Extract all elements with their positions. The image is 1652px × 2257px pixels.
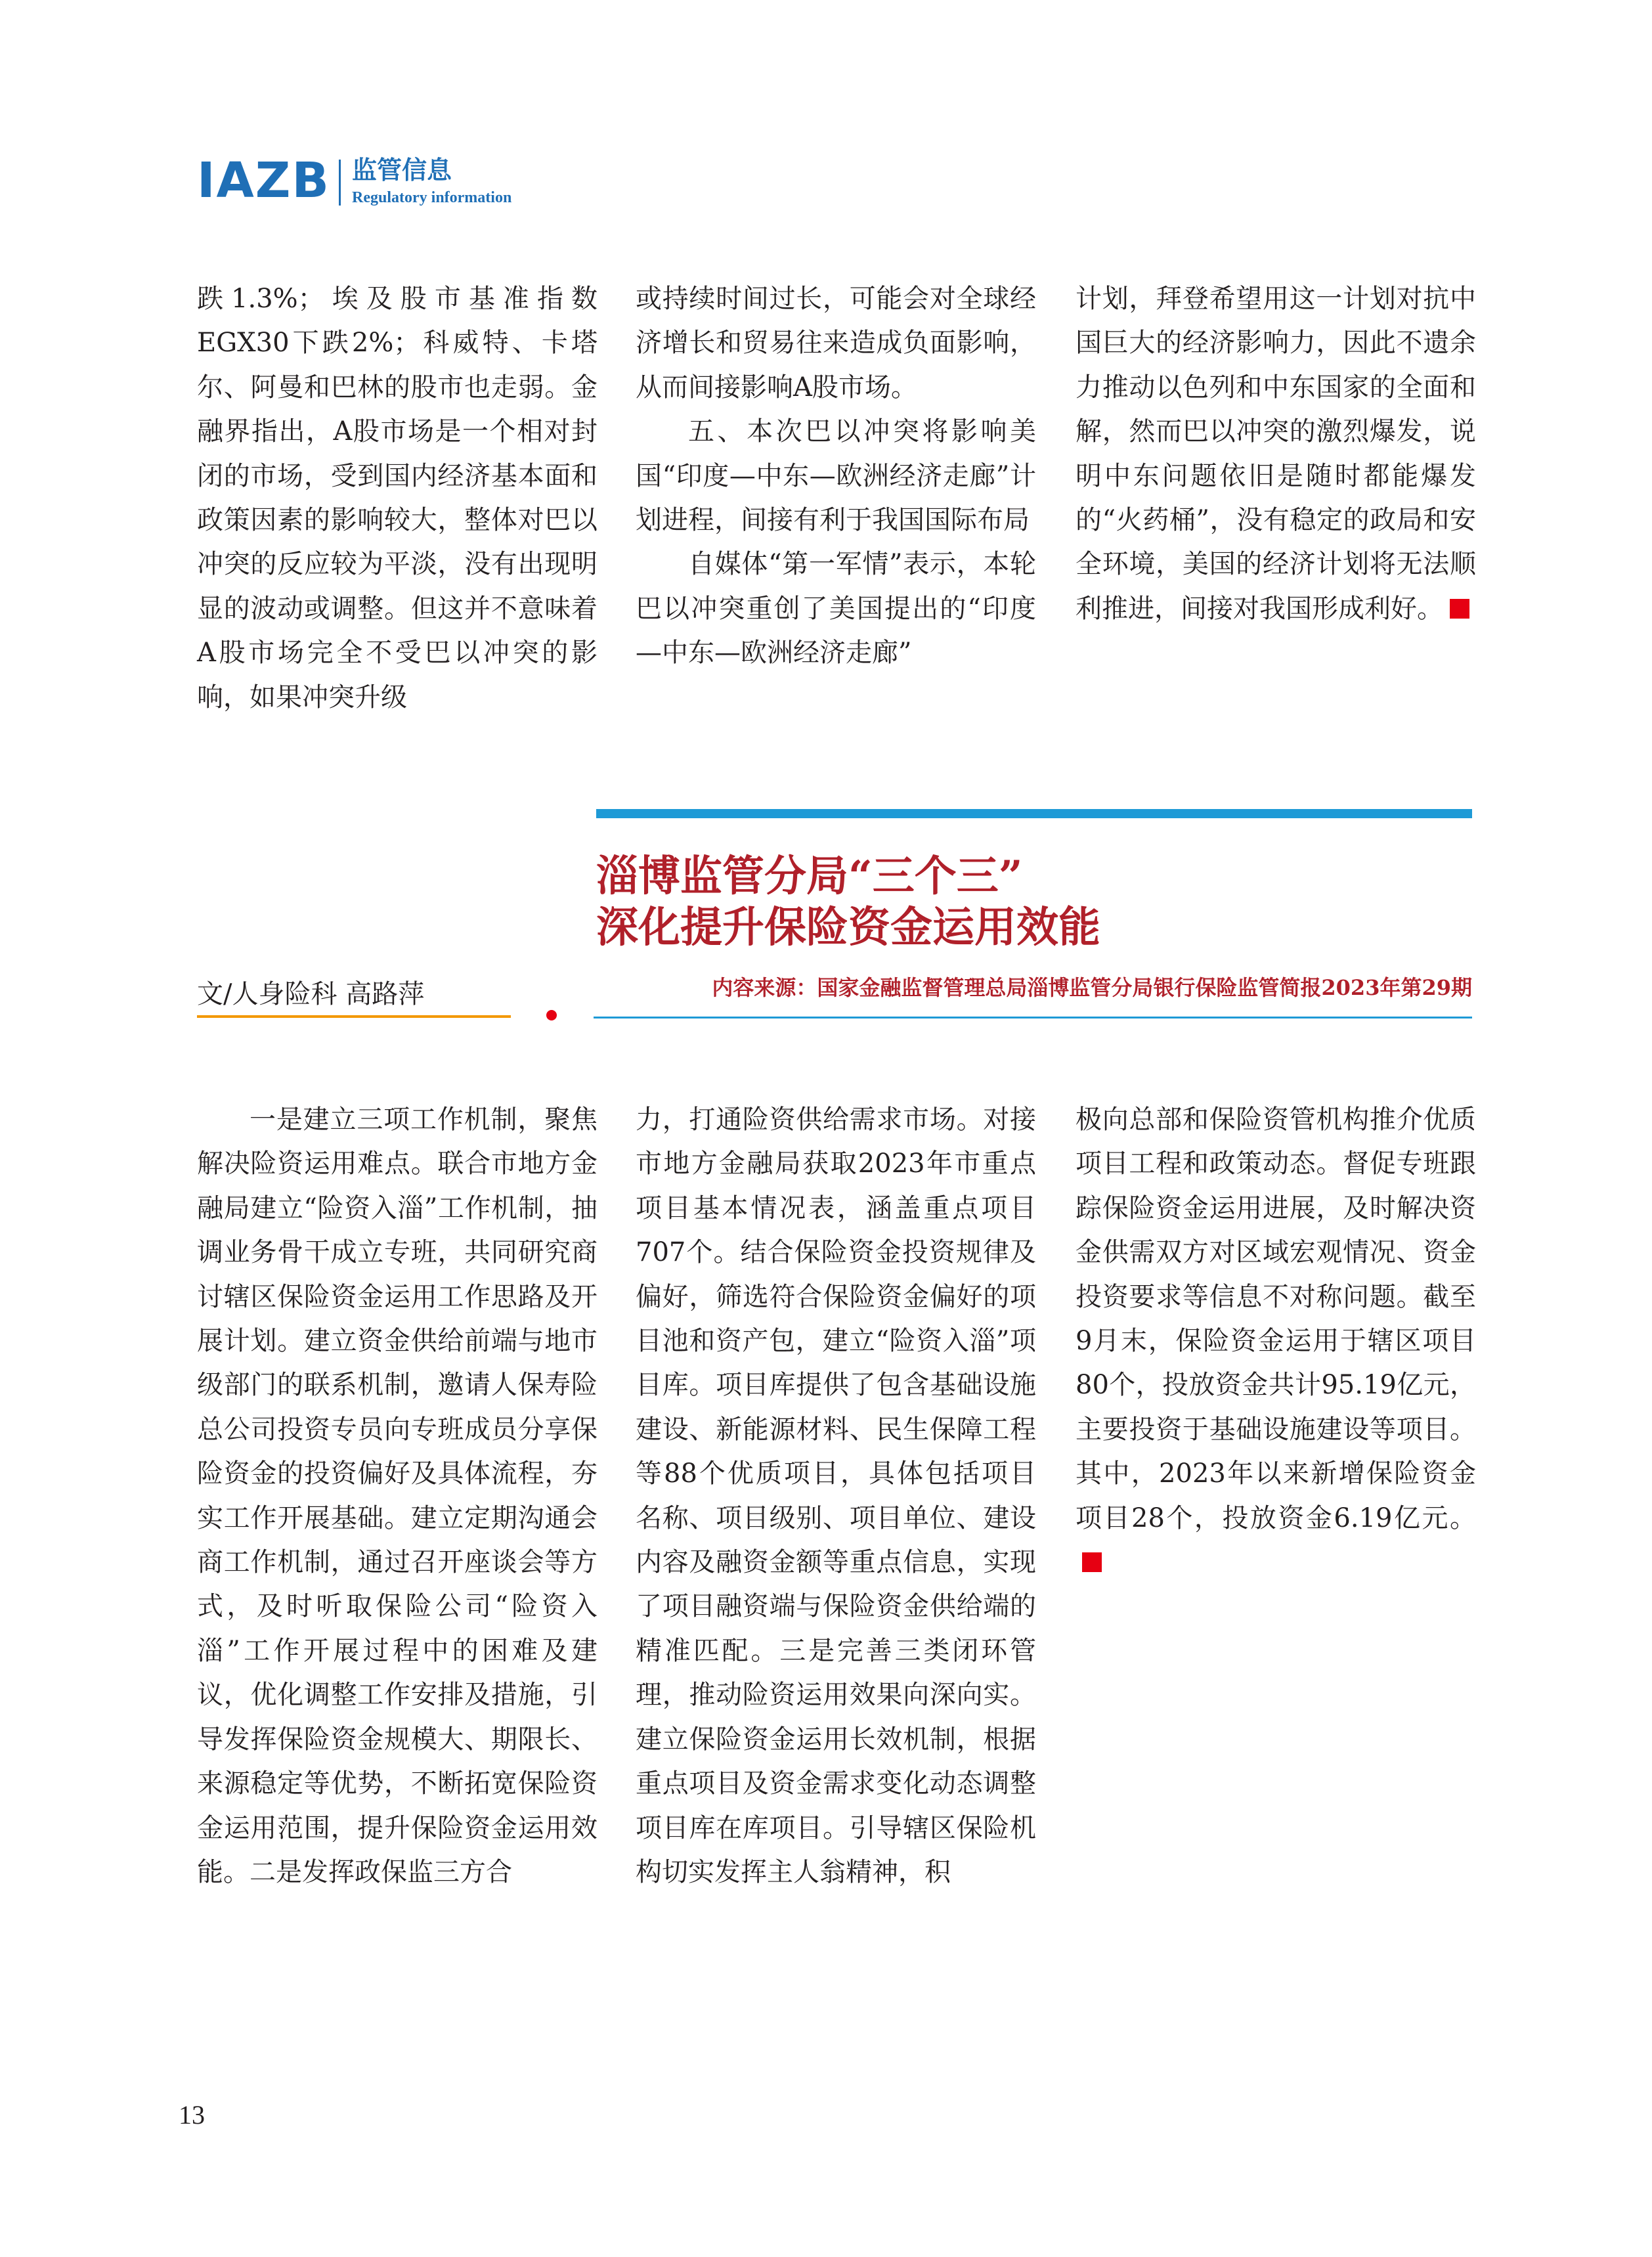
paragraph [1076, 277, 1476, 631]
end-mark-icon [1450, 599, 1469, 619]
article-source: 内容来源：国家金融监督管理总局淄博监管分局银行保险监管简报2023年第29期 [712, 975, 1472, 1000]
section-title-en: Regulatory information [352, 189, 512, 206]
author-underline [197, 1015, 511, 1018]
prev-article-column-2 [636, 277, 1036, 676]
paragraph [1076, 1098, 1476, 1585]
magazine-logo: IAZB [197, 152, 330, 209]
article-column-1 [197, 1098, 598, 1895]
article-title-line-2: 深化提升保险资金运用效能 [596, 903, 1100, 952]
paragraph: 一是建立三项工作机制，聚焦解决险资运用难点。联合市地方金融局建立“险资入淄”工作机制，抽调业务骨干成立专班，共同研究商讨辖区保险资金运用工作思路及开展计划。建立资金供给前端与地市级部门的联系机制，邀请人保寿险总公司投资专员向专班成员分享保险资金的投资偏好及具体流程，夯实工作开展基础。建立定期沟通会商工作机制，通过召开座谈会等方式，及时听取保险公司“险资入淄”工作开展过程中的困难及建议，优化调整工作安排及措施，引导发挥保险资金规模大、期限长、来源稳定等优势，不断拓宽保险资金运用范围，提升保险资金运用效能。二是发挥政保监三方合 [197, 1105, 598, 1887]
paragraph: 五、本次巴以冲突将影响美国“印度—中东—欧洲经济走廊”计划进程，间接有利于我国国际布局 [636, 416, 1036, 536]
section-title-cn: 监管信息 [352, 155, 452, 185]
paragraph-text: 计划，拜登希望用这一计划对抗中国巨大的经济影响力，因此不遗余力推动以色列和中东国家的全面和解，然而巴以冲突的激烈爆发，说明中东问题依旧是随时都能爆发的“火药桶”，没有稳定的政局和安全环境，美国的经济计划将无法顺利推进，间接对我国形成利好。 [1076, 284, 1476, 624]
separator-dot-icon [546, 1010, 557, 1020]
paragraph-text: 极向总部和保险资管机构推介优质项目工程和政策动态。督促专班跟踪保险资金运用进展，及时解决资金供需双方对区域宏观情况、资金投资要求等信息不对称问题。截至9月末，保险资金运用于辖区项目80个，投放资金共计95.19亿元，主要投资于基础设施建设等项目。其中，2023年以来新增保险资金项目28个，投放资金6.19亿元。 [1076, 1105, 1476, 1533]
article-title [596, 851, 1100, 953]
paragraph: 跌1.3%；埃及股市基准指数EGX30下跌2%；科威特、卡塔尔、阿曼和巴林的股市也走弱。金融界指出，A股市场是一个相对封闭的市场，受到国内经济基本面和政策因素的影响较大，整体对巴以冲突的反应较为平淡，没有出现明显的波动或调整。但这并不意味着A股市场完全不受巴以冲突的影响，如果冲突升级 [197, 284, 598, 712]
paragraph: 力，打通险资供给需求市场。对接市地方金融局获取2023年市重点项目基本情况表，涵盖重点项目707个。结合保险资金投资规律及偏好，筛选符合保险资金偏好的项目池和资产包，建立“险资入淄”项目库。项目库提供了包含基础设施建设、新能源材料、民生保障工程等88个优质项目，具体包括项目名称、项目级别、项目单位、建设内容及融资金额等重点信息，实现了项目融资端与保险资金供给端的精准匹配。三是完善三类闭环管理，推动险资运用效果向深向实。建立保险资金运用长效机制，根据重点项目及资金需求变化动态调整项目库在库项目。引导辖区保险机构切实发挥主人翁精神，积 [636, 1105, 1036, 1887]
end-mark-icon [1082, 1552, 1102, 1572]
prev-article-column-1 [197, 277, 598, 720]
article-column-2 [636, 1098, 1036, 1895]
article-column-3 [1076, 1098, 1476, 1585]
article-author: 文/人身险科 高路萍 [197, 979, 425, 1009]
page-number: 13 [179, 2100, 205, 2130]
paragraph: 自媒体“第一军情”表示，本轮巴以冲突重创了美国提出的“印度—中东—欧洲经济走廊” [636, 549, 1036, 668]
paragraph: 或持续时间过长，可能会对全球经济增长和贸易往来造成负面影响，从而间接影响A股市场。 [636, 284, 1036, 403]
article-top-bar [596, 809, 1472, 818]
article-title-line-1: 淄博监管分局“三个三” [596, 852, 1023, 901]
prev-article-column-3 [1076, 277, 1476, 631]
source-underline [594, 1017, 1472, 1019]
header-divider [339, 160, 341, 206]
